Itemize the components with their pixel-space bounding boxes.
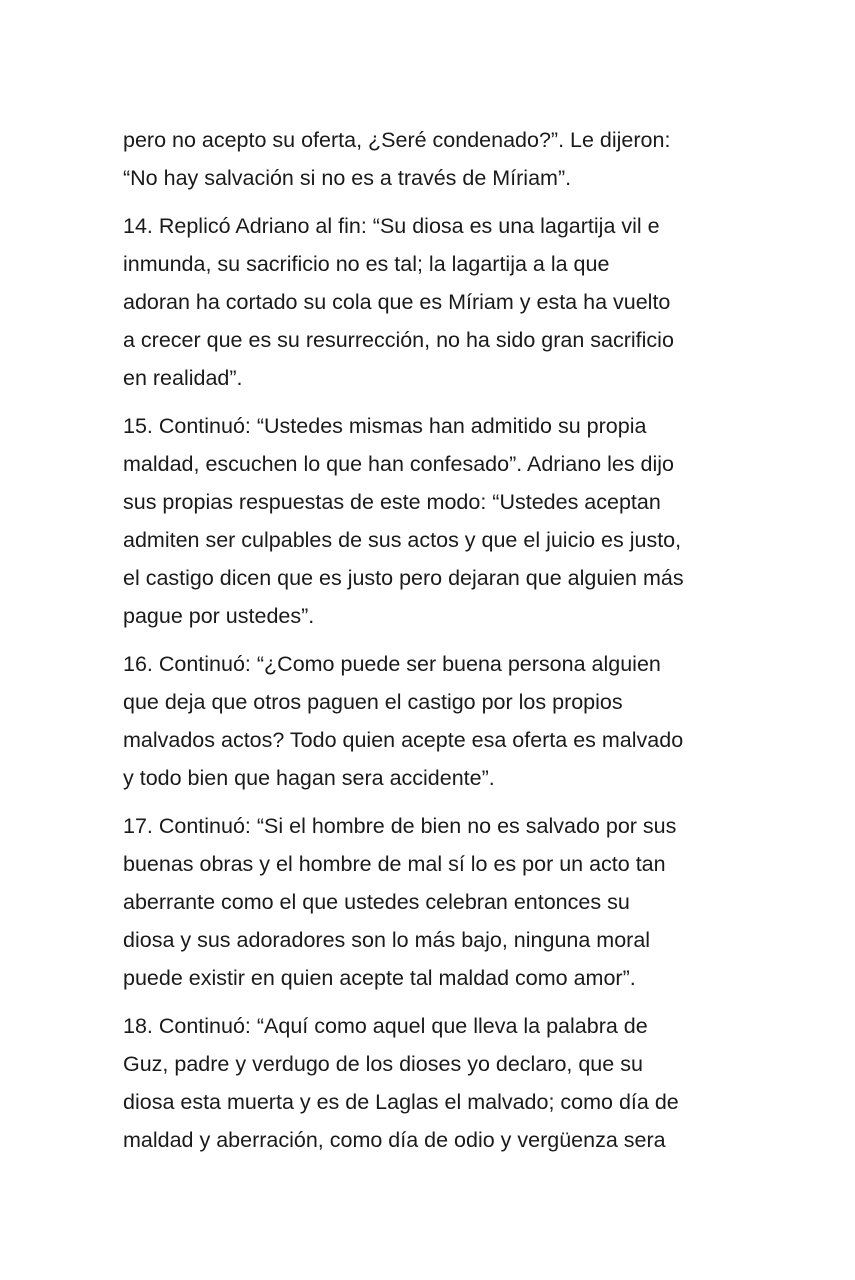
text-line: y todo bien que hagan sera accidente”. bbox=[123, 766, 495, 790]
paragraph-15 bbox=[123, 407, 735, 635]
body-text bbox=[123, 121, 735, 1169]
text-line: pague por ustedes”. bbox=[123, 604, 315, 628]
text-line: puede existir en quien acepte tal maldad como amor”. bbox=[123, 966, 636, 990]
text-line: aberrante como el que ustedes celebran entonces su bbox=[123, 890, 630, 914]
text-line: 15. Continuó: “Ustedes mismas han admitido su propia bbox=[123, 414, 647, 438]
paragraph-17 bbox=[123, 807, 735, 997]
paragraph-18 bbox=[123, 1007, 735, 1159]
text-line: 16. Continuó: “¿Como puede ser buena persona alguien bbox=[123, 652, 661, 676]
text-line: diosa esta muerta y es de Laglas el malvado; como día de bbox=[123, 1090, 679, 1114]
paragraph-16 bbox=[123, 645, 735, 797]
text-line: que deja que otros paguen el castigo por los propios bbox=[123, 690, 623, 714]
paragraph-continuation bbox=[123, 121, 735, 197]
text-line: “No hay salvación si no es a través de Míriam”. bbox=[123, 166, 572, 190]
text-line: adoran ha cortado su cola que es Míriam y esta ha vuelto bbox=[123, 290, 671, 314]
text-line: pero no acepto su oferta, ¿Seré condenado?”. Le dijeron: bbox=[123, 128, 671, 152]
text-line: Guz, padre y verdugo de los dioses yo declaro, que su bbox=[123, 1052, 643, 1076]
text-line: admiten ser culpables de sus actos y que el juicio es justo, bbox=[123, 528, 682, 552]
text-line: el castigo dicen que es justo pero dejaran que alguien más bbox=[123, 566, 684, 590]
text-line: diosa y sus adoradores son lo más bajo, ninguna moral bbox=[123, 928, 651, 952]
paragraph-14 bbox=[123, 207, 735, 397]
text-line: sus propias respuestas de este modo: “Ustedes aceptan bbox=[123, 490, 661, 514]
text-line: maldad y aberración, como día de odio y vergüenza sera bbox=[123, 1128, 666, 1152]
text-line: a crecer que es su resurrección, no ha sido gran sacrificio bbox=[123, 328, 674, 352]
text-line: en realidad”. bbox=[123, 366, 243, 390]
text-line: malvados actos? Todo quien acepte esa oferta es malvado bbox=[123, 728, 684, 752]
text-line: inmunda, su sacrificio no es tal; la lagartija a la que bbox=[123, 252, 610, 276]
text-line: buenas obras y el hombre de mal sí lo es por un acto tan bbox=[123, 852, 666, 876]
text-line: 17. Continuó: “Si el hombre de bien no es salvado por sus bbox=[123, 814, 677, 838]
text-line: maldad, escuchen lo que han confesado”. Adriano les dijo bbox=[123, 452, 675, 476]
text-line: 14. Replicó Adriano al fin: “Su diosa es una lagartija vil e bbox=[123, 214, 660, 238]
text-line: 18. Continuó: “Aquí como aquel que lleva la palabra de bbox=[123, 1014, 648, 1038]
